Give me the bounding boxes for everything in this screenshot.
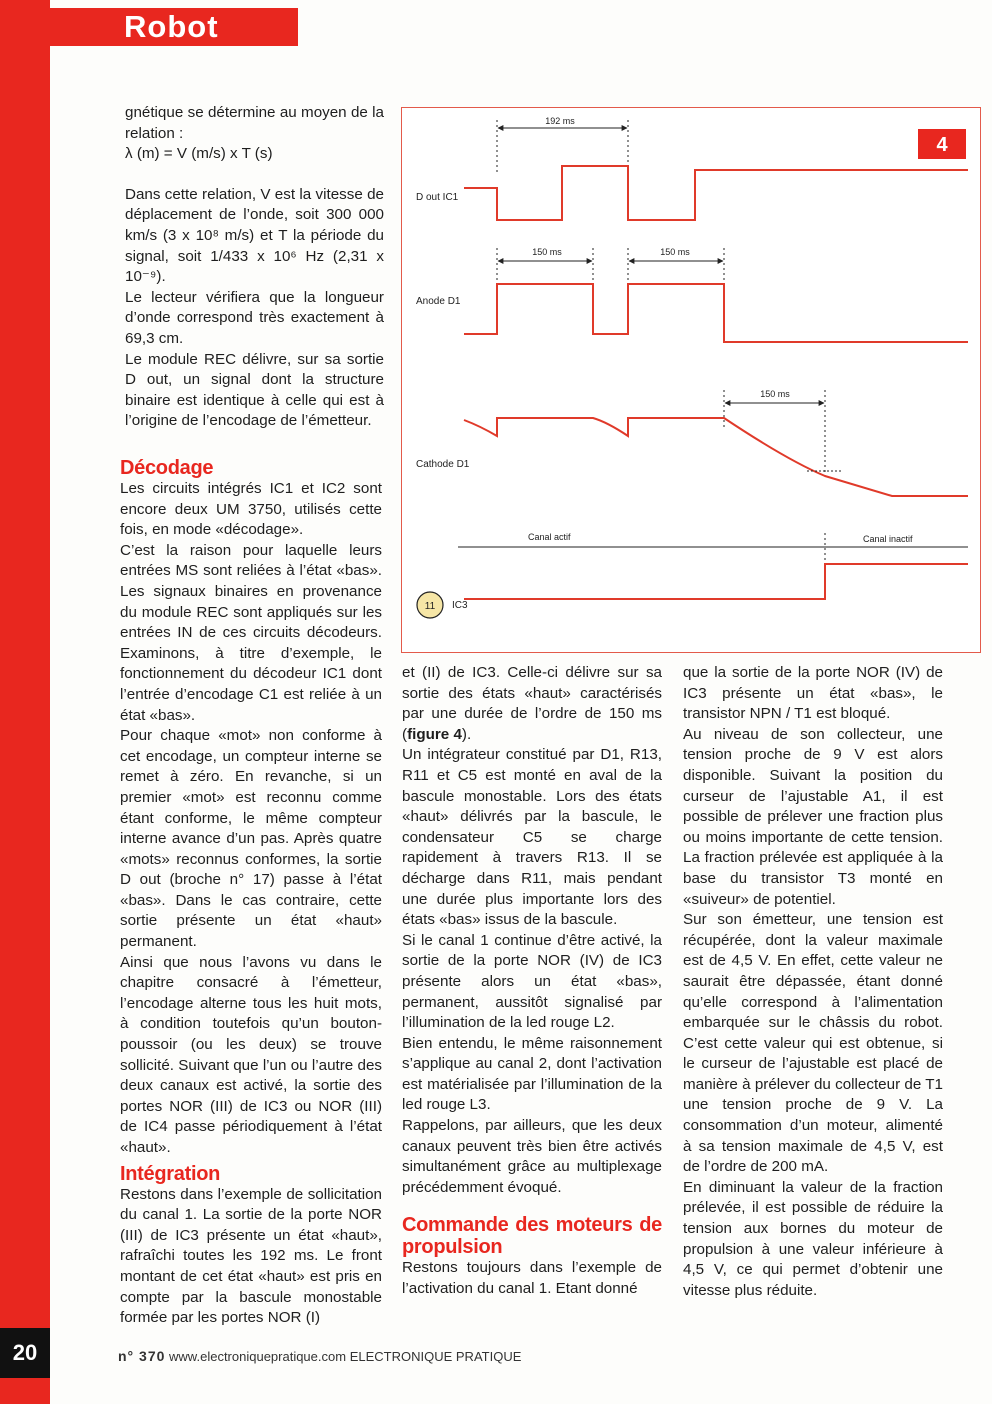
dim-label-150a: 150 ms — [532, 247, 562, 257]
timing-diagram-svg — [402, 108, 980, 652]
paragraph: Sur son émetteur, une tension est récupérée, dont la valeur maximale est de 4,5 V. En effet, cette valeur ne saurait être dépassée, étant donné qu’elle correspond à l’alimentation embarquée sur le châssis du robot. C’est cette valeur qui est obtenue, si le curseur de l’ajustable est placé de manière à prélever du collecteur de T1 une tension proche de 9 V. La consommation d’un moteur, alimenté à sa tension maximale de 4,5 V, est de l’ordre de 200 mA. — [683, 911, 943, 1176]
label-ic3: IC3 — [452, 600, 468, 611]
trace-cathode-d1 — [464, 418, 968, 496]
heading-integration: Intégration — [120, 1162, 221, 1185]
pin-number: 11 — [424, 601, 436, 612]
paragraph: C’est la raison pour laquelle leurs entrées MS sont reliées à l’état «bas». Les signaux binaires en provenance du module REC sont appliqués sur les entrées IN de ces circuits décodeurs. Examinons, à titre d’exemple, le fonctionnement du décodeur IC1 dont l’entrée d’encodage C1 est reliée à un état «bas». — [120, 541, 382, 724]
text-column-2 — [402, 663, 662, 1300]
issue-number: n° 370 — [118, 1348, 166, 1364]
formula: λ (m) = V (m/s) x T (s) — [125, 145, 273, 163]
trace-dout-ic1 — [464, 166, 968, 220]
text: et (II) de IC3. Celle-ci délivre sur sa sortie des états «haut» caractérisés par une durée de l’ordre de 150 ms ( — [402, 664, 662, 743]
paragraph: que la sortie de la porte NOR (IV) de IC3 présente un état «bas», le transistor NPN / T1 est bloqué. — [683, 664, 943, 723]
paragraph: Bien entendu, le même raisonnement s’applique au canal 2, dont l’activation est matérialisée par l’illumination de la led rouge L3. — [402, 1034, 662, 1114]
paragraph — [402, 663, 662, 745]
figure-number: 4 — [936, 134, 948, 156]
figure-ref: figure 4 — [407, 725, 462, 743]
label-cathode-d1: Cathode D1 — [416, 459, 470, 470]
paragraph: Dans cette relation, V est la vitesse de déplacement de l’onde, soit 300 000 km/s (3 x 10⁸ m/s) et T la période du signal, soit 1/433 x 10⁶ Hz (2,31 x 10⁻⁹). — [125, 185, 384, 286]
page-number: 20 — [12, 1340, 38, 1365]
section-title: Robot — [124, 9, 219, 44]
paragraph: Si le canal 1 continue d’être activé, la sortie de la porte NOR (IV) de IC3 présente alors un état «bas», permanent, aussitôt signalisé par l’illumination de la led rouge L2. — [402, 931, 662, 1032]
dim-label-192: 192 ms — [545, 116, 575, 126]
paragraph: Ainsi que nous l’avons vu dans le chapitre consacré à l’émetteur, l’encodage alterne tous les huit mots, à condition toutefois qu’un bouton-poussoir (ou les deux) se trouve sollicité. Suivant que l’un ou l’autre des deux canaux est activé, la sortie des portes NOR (III) de IC3 ou NOR (III) de IC4 passe périodiquement à l’état «haut». — [120, 953, 382, 1156]
website-link[interactable]: www.electroniquepratique.com — [169, 1349, 347, 1364]
label-anode-d1: Anode D1 — [416, 296, 461, 307]
label-canal-actif: Canal actif — [528, 532, 571, 542]
text-column-1-bottom — [120, 453, 382, 1329]
paragraph: Un intégrateur constitué par D1, R13, R11 et C5 est monté en aval de la bascule monostable. Lors des états «haut» délivrés par la bascule, le condensateur C5 se charge rapidement à travers R13. Il se décharge dans R11, mais pendant une durée plus importante lors des états «bas» issus de la bascule. — [402, 746, 662, 929]
heading-decodage: Décodage — [120, 457, 214, 479]
trace-ic3-pin11 — [464, 564, 968, 599]
dim-label-150b: 150 ms — [660, 247, 690, 257]
footer — [118, 1348, 521, 1364]
label-dout-ic1: D out IC1 — [416, 192, 459, 203]
paragraph: gnétique se détermine au moyen de la relation : — [125, 104, 384, 142]
left-red-band — [0, 0, 50, 1404]
magazine-name: ELECTRONIQUE PRATIQUE — [349, 1349, 522, 1364]
text: ). — [461, 725, 472, 743]
text-column-3 — [683, 663, 943, 1301]
figure-4-timing-diagram — [401, 107, 981, 653]
text-column-1-top — [125, 103, 384, 432]
label-canal-inactif: Canal inactif — [863, 534, 913, 544]
paragraph: Restons toujours dans l’exemple de l’activation du canal 1. Etant donné — [402, 1259, 662, 1298]
paragraph: Rappelons, par ailleurs, que les deux canaux peuvent très bien être activés simultanément grâce au multiplexage précédemment évoqué. — [402, 1117, 662, 1196]
paragraph: En diminuant la valeur de la fraction prélevée, il est possible de réduire la tension aux bornes du moteur de propulsion à une valeur inférieure à 4,5 V, ce qui permet d’obtenir une vitesse plus réduite. — [683, 1178, 943, 1299]
paragraph: Le lecteur vérifiera que la longueur d’onde correspond très exactement à 69,3 cm. — [125, 288, 384, 347]
trace-anode-d1 — [464, 284, 968, 342]
paragraph: Restons dans l’exemple de sollicitation du canal 1. La sortie de la porte NOR (III) de IC3 présente un état «haut», rafraîchi toutes les 192 ms. Le front montant de cet état «haut» est pris en compte par la bascule monostable formée par les portes NOR (I) — [120, 1185, 382, 1327]
guide-lines — [497, 120, 825, 568]
dim-label-150c: 150 ms — [760, 389, 790, 399]
paragraph: Pour chaque «mot» non conforme à cet encodage, un compteur interne se remet à zéro. En revanche, si un premier «mot» est reconnu comme étant conforme, le même compteur interne avance d’un pas. Après quatre «mots» reconnus conformes, la sortie D out (broche n° 17) passe à l’état «bas». Dans le cas contraire, cette sortie présente un état «haut» permanent. — [120, 727, 382, 951]
paragraph: Au niveau de son collecteur, une tension proche de 9 V est alors disponible. Suivant la position du curseur de l’ajustable A1, il est possible de prélever une fraction plus ou moins importante de cette tension. La fraction prélevée est appliquée à la base du transistor T3 monté en «suiveur» de potentiel. — [683, 725, 943, 908]
heading-commande-moteurs: Commande des moteurs de propulsion — [402, 1214, 662, 1259]
paragraph: Le module REC délivre, sur sa sortie D out, un signal dont la structure binaire est identique à celle qui est à l’origine de l’encodage de l’émetteur. — [125, 350, 384, 430]
paragraph: Les circuits intégrés IC1 et IC2 sont encore deux UM 3750, utilisés cette fois, en mode «décodage». — [120, 480, 382, 539]
